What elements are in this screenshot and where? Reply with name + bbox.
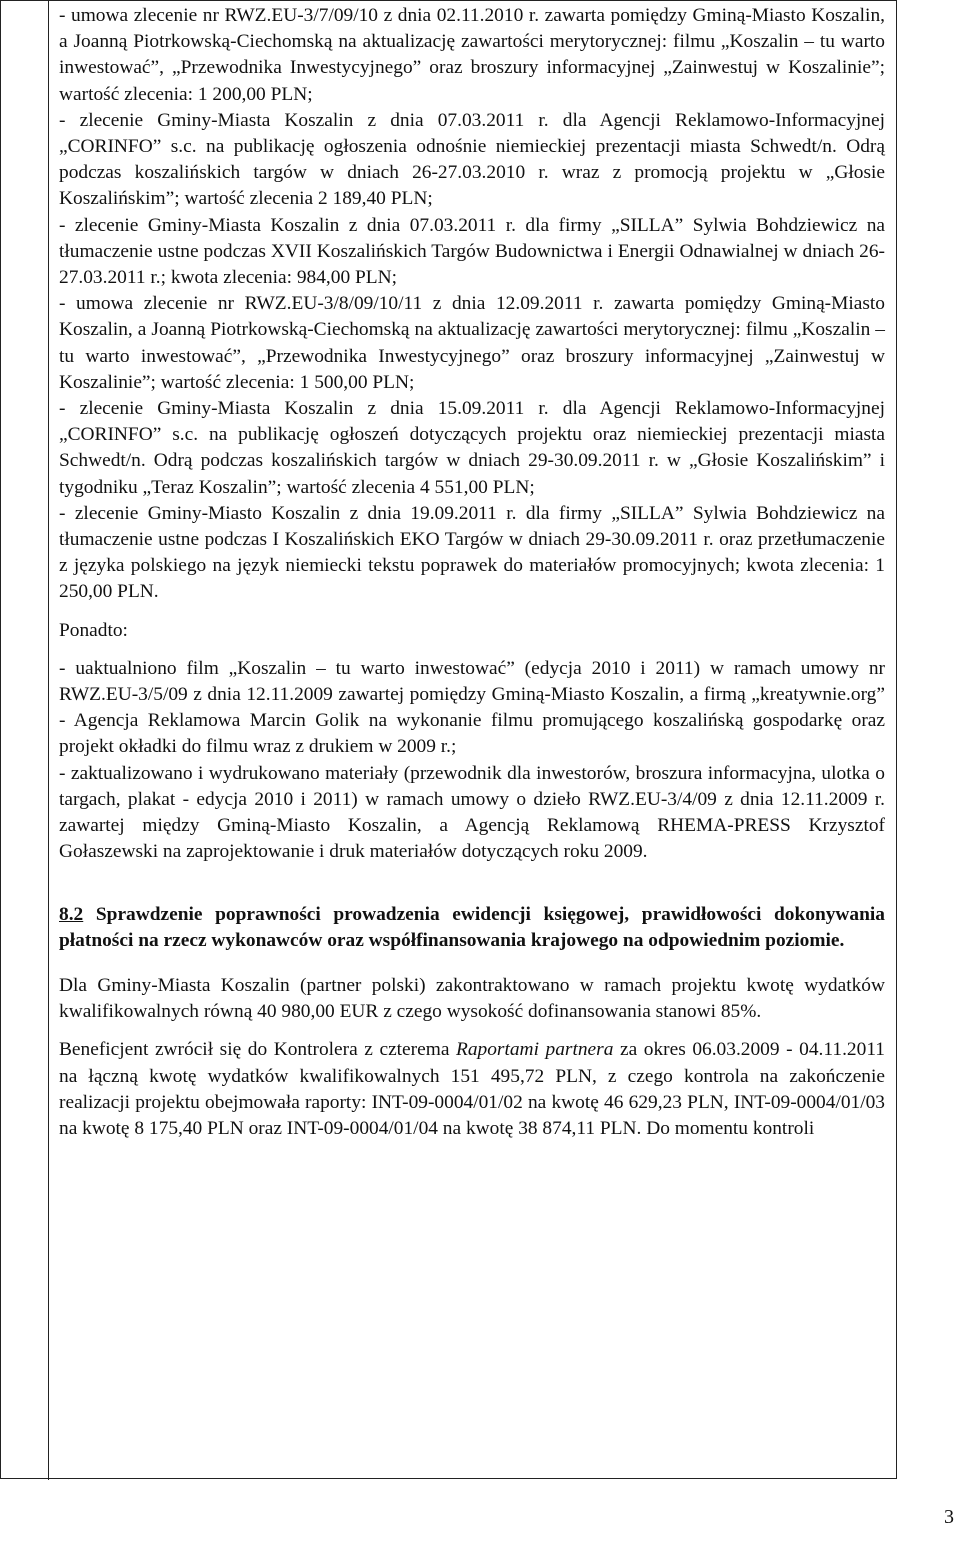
ponadto-item: - uaktualniono film „Koszalin – tu warto inwestować” (edycja 2010 i 2011) w ramach umowy nr RWZ.EU-3/5/09 z dnia 12.11.2009 zawartej pomiędzy Gminą-Miasto Koszalin, a firmą „kreatywnie.org” - Agencja Reklamowa Marcin Golik na wykonanie filmu promującego koszalińską gospodarkę oraz projekt okładki do filmu wraz z drukiem w 2009 r.; xyxy=(59,657,885,758)
page-number: 3 xyxy=(944,1506,954,1528)
para-italic-text: Raportami partnera xyxy=(456,1039,614,1061)
order-paragraph: - zlecenie Gminy-Miasta Koszalin z dnia 15.09.2011 r. dla Agencji Reklamowo-Informacyjnej „CORINFO” s.c. na publikację ogłoszeń dotyczących projektu oraz niemieckiej prezentacji miasta Schwedt/n. Odrą podczas koszalińskich targów w dniach 29-30.09.2011 r. w „Głosie Koszalińskim” i tygodniku „Teraz Koszalin”; wartość zlecenia 4 551,00 PLN; xyxy=(59,398,885,498)
order-paragraph: - umowa zlecenie nr RWZ.EU-3/7/09/10 z dnia 02.11.2010 r. zawarta pomiędzy Gminą-Miasto Koszalin, a Joanną Piotrkowską-Ciechomską na aktualizację zawartości merytorycznej: filmu „Koszalin – tu warto inwestować”, „Przewodnika Inwestycyjnego” oraz broszury informacyjnej „Zainwestuj w Koszalinie”; wartość zlecenia: 1 200,00 PLN; xyxy=(59,5,885,105)
order-paragraph: - umowa zlecenie nr RWZ.EU-3/8/09/10/11 z dnia 12.09.2011 r. zawarta pomiędzy Gminą-Miasto Koszalin, a Joanną Piotrkowską-Ciechomską na aktualizację zawartości merytorycznej: filmu „Koszalin – tu warto inwestować”, „Przewodnika Inwestycyjnego” oraz broszury informacyjnej „Zainwestuj w Koszalinie”; wartość zlecenia: 1 500,00 PLN; xyxy=(59,293,885,393)
order-paragraph: - zlecenie Gminy-Miasto Koszalin z dnia 19.09.2011 r. dla firmy „SILLA” Sylwia Bohdziewicz na tłumaczenie ustne podczas I Koszalińskich EKO Targów w dniach 29-30.09.2011 r. oraz przetłumaczenie z języka polskiego na język niemiecki tekstu poprawek do materiałów promocyjnych; kwota zlecenia: 1 250,00 PLN. xyxy=(59,502,885,603)
section-title: Sprawdzenie poprawności prowadzenia ewidencji księgowej, prawidłowości dokonywania płatności na rzecz wykonawców oraz współfinansowania krajowego na odpowiednim poziomie. xyxy=(59,903,885,951)
table-left-column xyxy=(1,1,49,1480)
section-heading xyxy=(59,902,885,954)
page-content xyxy=(59,3,885,1142)
para-text: za okres 06.03.2009 - 04.11.2011 na łączną kwotę wydatków kwalifikowalnych 151 495,72 PLN, z czego kontrola na zakończenie realizacji projektu obejmowała raporty: INT-09-0004/01/02 na kwotę 46 629,23 PLN, INT-09-0004/01/03 na kwotę 8 175,40 PLN oraz INT-09-0004/01/04 na kwotę 38 874,11 PLN. Do momentu kontroli xyxy=(59,1039,885,1139)
order-paragraph: - zlecenie Gminy-Miasta Koszalin z dnia 07.03.2011 r. dla firmy „SILLA” Sylwia Bohdziewicz na tłumaczenie ustne podczas XVII Koszalińskich Targów Budownictwa i Energii Odnawialnej w dniach 26-27.03.2011 r.; kwota zlecenia: 984,00 PLN; xyxy=(59,214,885,289)
section-number: 8.2 xyxy=(59,903,84,925)
body-paragraph: Dla Gminy-Miasta Koszalin (partner polski) zakontraktowano w ramach projektu kwotę wydatków kwalifikowalnych równą 40 980,00 EUR z czego wysokość dofinansowania stanowi 85%. xyxy=(59,974,885,1023)
ponadto-label: Ponadto: xyxy=(59,619,128,641)
body-paragraph xyxy=(59,1037,885,1142)
order-paragraph: - zlecenie Gminy-Miasta Koszalin z dnia 07.03.2011 r. dla Agencji Reklamowo-Informacyjnej „CORINFO” s.c. na publikację ogłoszenia odnośnie niemieckiej prezentacji miasta Schwedt/n. Odrą podczas koszalińskich targów w dniach 26-27.03.2010 r. wraz z promocją projektu w „Głosie Koszalińskim”; wartość zlecenia 2 189,40 PLN; xyxy=(59,109,885,210)
para-text: Beneficjent zwrócił się do Kontrolera z czterema xyxy=(59,1039,456,1061)
ponadto-item: - zaktualizowano i wydrukowano materiały (przewodnik dla inwestorów, broszura informacyjna, ulotka o targach, plakat - edycja 2010 i 2011) w ramach umowy o dzieło RWZ.EU-3/4/09 z dnia 12.11.2009 r. zawartej między Gminą-Miasto Koszalin, a Agencją Reklamową RHEMA-PRESS Krzysztof Gołaszewski na zaprojektowanie i druk materiałów dotyczących roku 2009. xyxy=(59,762,885,863)
